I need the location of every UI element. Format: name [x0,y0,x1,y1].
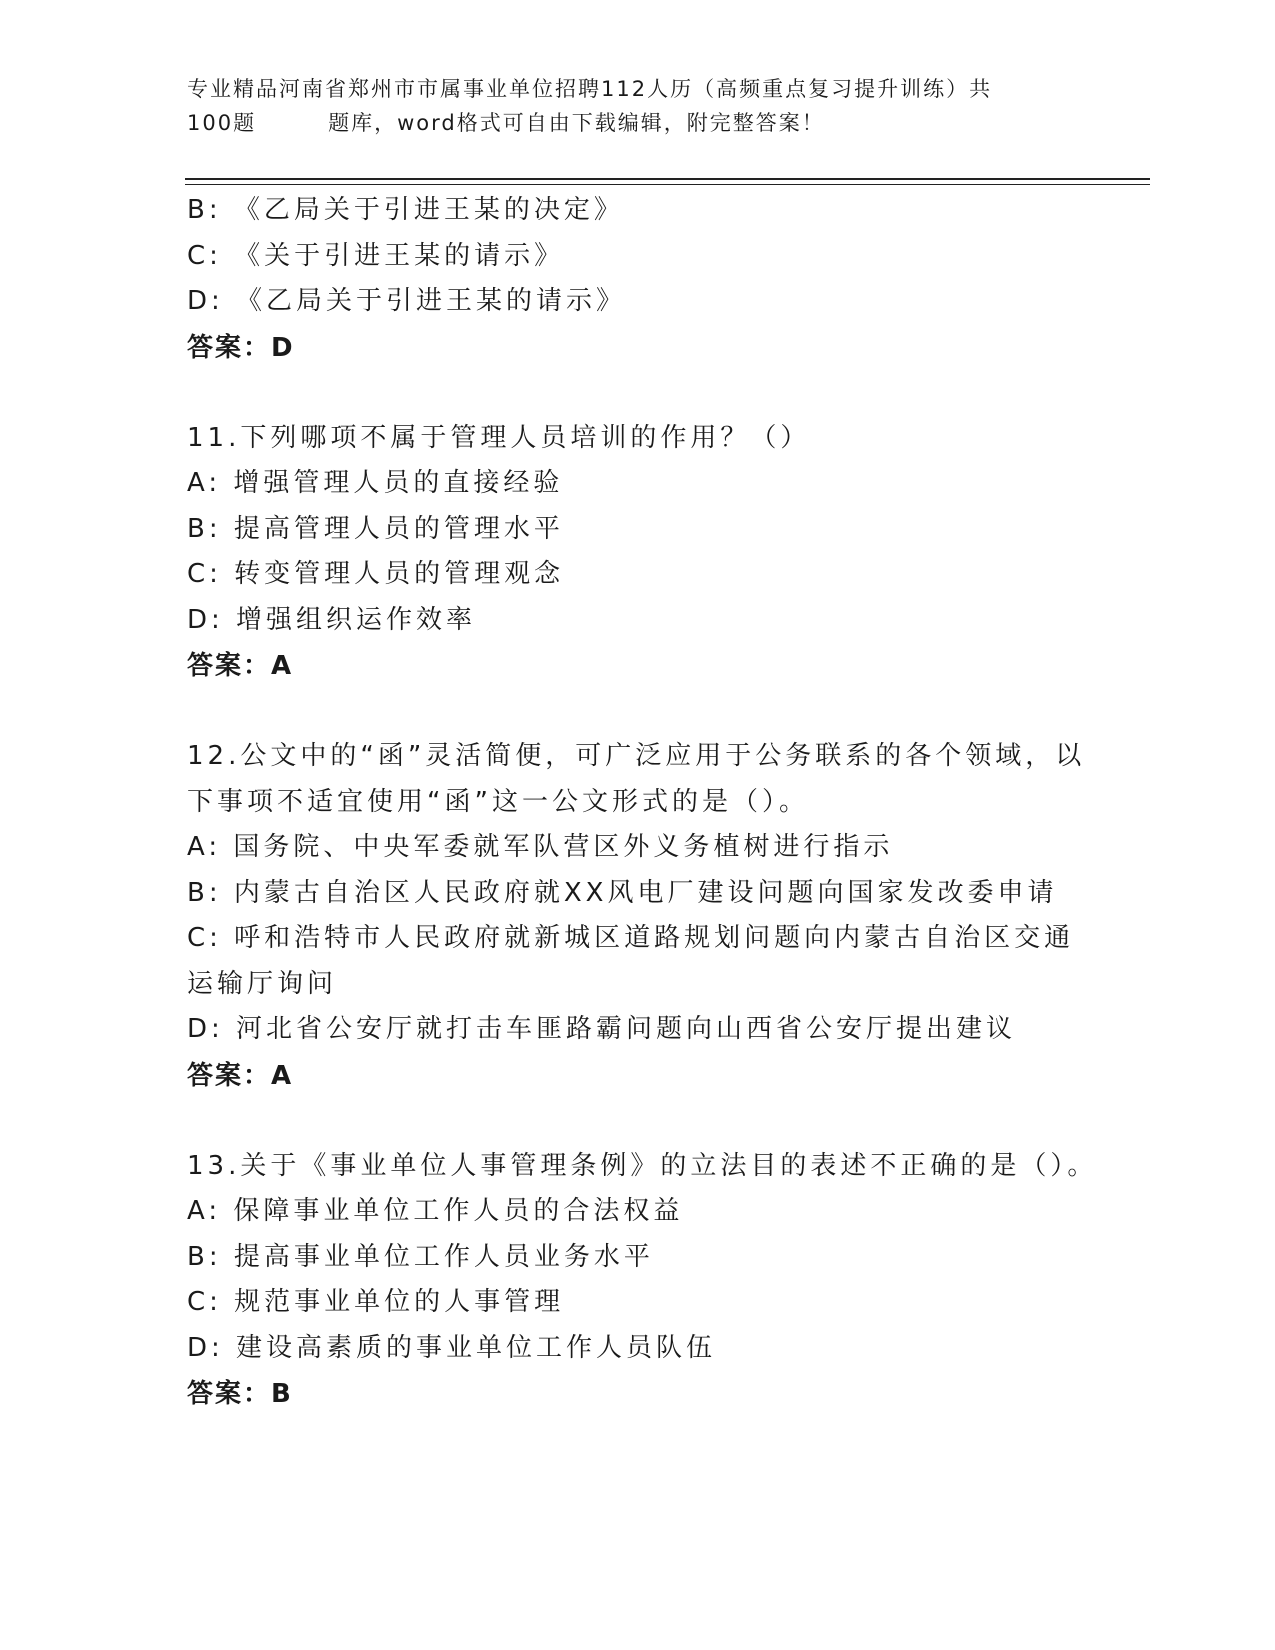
option-c: C: 呼和浩特市人民政府就新城区道路规划问题向内蒙古自治区交通运输厅询问 [187,923,1075,999]
header-divider-thin [185,184,1150,185]
question-fragment [187,188,1087,371]
header-line-1: 专业精品河南省郑州市市属事业单位招聘112人历（高频重点复习提升训练）共 [187,77,993,101]
option-b: B: 提高管理人员的管理水平 [187,513,564,544]
option-b: B: 《乙局关于引进王某的决定》 [187,195,624,225]
question-12 [187,734,1087,1099]
option-a: A: 国务院、中央军委就军队营区外义务植树进行指示 [187,832,894,862]
option-c: C: 《关于引进王某的请示》 [187,240,565,271]
option-d: D: 增强组织运作效率 [187,604,477,635]
question-11 [187,416,1087,690]
question-list [187,188,1098,1417]
option-b: B: 提高事业单位工作人员业务水平 [187,1241,654,1272]
option-d: D: 河北省公安厅就打击车匪路霸问题向山西省公安厅提出建议 [187,1014,1017,1044]
question-stem: 13.关于《事业单位人事管理条例》的立法目的表述不正确的是（）。 [187,1150,1098,1181]
question-stem: 12.公文中的“函”灵活简便，可广泛应用于公务联系的各个领域，以下事项不适宜使用“函”这一公文形式的是（）。 [187,741,1086,817]
header-count: 100题 [187,111,257,135]
option-c: C: 转变管理人员的管理观念 [187,559,565,589]
option-d: D: 建设高素质的事业单位工作人员队伍 [187,1332,717,1363]
option-a: A: 保障事业单位工作人员的合法权益 [187,1196,684,1226]
answer-label: 答案：A [187,1060,294,1091]
option-c: C: 规范事业单位的人事管理 [187,1287,565,1317]
question-13 [187,1144,1098,1418]
option-d: D: 《乙局关于引进王某的请示》 [187,286,627,316]
header-line-2 [187,106,1087,140]
option-b: B: 内蒙古自治区人民政府就XX风电厂建设问题向国家发改委申请 [187,877,1058,908]
option-a: A: 增强管理人员的直接经验 [187,468,564,498]
header-description: 题库，word格式可自由下载编辑，附完整答案！ [328,111,825,135]
question-stem: 11.下列哪项不属于管理人员培训的作用？（） [187,422,811,453]
document-header [187,72,1087,140]
answer-label: 答案：D [187,332,295,363]
header-divider-thick [185,178,1150,180]
answer-label: 答案：A [187,651,294,681]
answer-label: 答案：B [187,1379,293,1409]
